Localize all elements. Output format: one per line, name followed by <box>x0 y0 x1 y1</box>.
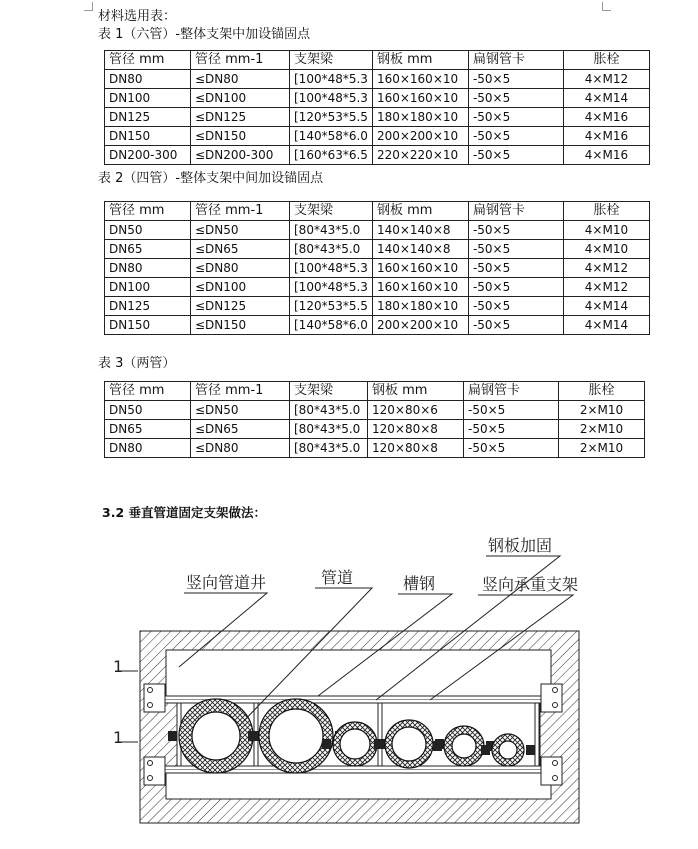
table-header-cell: 扁钢管卡 <box>468 202 563 221</box>
table-cell: -50×5 <box>468 316 563 335</box>
table-cell: 140×140×8 <box>372 221 468 240</box>
table-cell: 4×M12 <box>563 70 649 89</box>
table-cell: ≤DN150 <box>191 127 290 146</box>
pipe <box>248 699 344 773</box>
table-cell: [80*43*5.0 <box>290 240 373 259</box>
pipe <box>481 734 535 766</box>
table-header-cell: 胀栓 <box>559 382 645 401</box>
table-cell: ≤DN80 <box>191 259 290 278</box>
table-cell: 4×M10 <box>563 240 649 259</box>
table-header-cell: 支架梁 <box>290 382 368 401</box>
table-cell: ≤DN50 <box>191 221 290 240</box>
table-cell: 200×200×10 <box>372 127 468 146</box>
table-cell: -50×5 <box>468 108 563 127</box>
intro-text: 材料选用表： <box>98 9 177 24</box>
table-cell: [120*53*5.5 <box>290 297 373 316</box>
table-cell: ≤DN65 <box>191 420 290 439</box>
table-cell: DN150 <box>105 316 191 335</box>
table-cell: [100*48*5.3 <box>290 70 373 89</box>
table-cell: DN80 <box>105 259 191 278</box>
table-header-cell: 钢板 mm <box>372 51 468 70</box>
label-channel-steel: 槽钢 <box>403 574 436 593</box>
table-cell: 4×M12 <box>563 278 649 297</box>
table-cell: 160×160×10 <box>372 259 468 278</box>
table-cell: 4×M14 <box>563 297 649 316</box>
table-cell: 120×80×8 <box>368 439 464 458</box>
table-cell: DN200-300 <box>105 146 191 165</box>
table-cell: DN150 <box>105 127 191 146</box>
table-header-cell: 管径 mm <box>105 51 191 70</box>
table-cell: ≤DN65 <box>191 240 290 259</box>
table-cell: ≤DN200-300 <box>191 146 290 165</box>
table-cell: -50×5 <box>468 146 563 165</box>
table3-caption: 表 3（两管） <box>98 356 176 371</box>
table-cell: [100*48*5.3 <box>290 89 373 108</box>
table-cell: -50×5 <box>464 420 559 439</box>
table-cell: DN80 <box>105 70 191 89</box>
table-header-cell: 胀栓 <box>563 51 649 70</box>
table-cell: [80*43*5.0 <box>290 221 373 240</box>
table-cell: DN50 <box>105 401 191 420</box>
table-cell: [100*48*5.3 <box>290 259 373 278</box>
table-cell: DN100 <box>105 89 191 108</box>
table-cell: 160×160×10 <box>372 89 468 108</box>
table1-caption: 表 1（六管）-整体支架中加设锚固点 <box>98 27 311 42</box>
table-cell: DN65 <box>105 420 191 439</box>
table-cell: DN65 <box>105 240 191 259</box>
table-cell: [80*43*5.0 <box>290 439 368 458</box>
table-cell: DN80 <box>105 439 191 458</box>
table-cell: 180×180×10 <box>372 108 468 127</box>
table-cell: ≤DN80 <box>191 439 290 458</box>
table-cell: 2×M10 <box>559 401 645 420</box>
table-cell: 4×M10 <box>563 221 649 240</box>
table-cell: 2×M10 <box>559 439 645 458</box>
table-cell: 160×160×10 <box>372 278 468 297</box>
table-cell: DN100 <box>105 278 191 297</box>
table-header-cell: 支架梁 <box>290 51 373 70</box>
table-cell: 4×M14 <box>563 316 649 335</box>
table2-caption: 表 2（四管）-整体支架中间加设锚固点 <box>98 171 324 186</box>
table-cell: 160×160×10 <box>372 70 468 89</box>
table-cell: DN50 <box>105 221 191 240</box>
table-cell: 2×M10 <box>559 420 645 439</box>
table-cell: [80*43*5.0 <box>290 420 368 439</box>
table-cell: -50×5 <box>468 297 563 316</box>
table-cell: -50×5 <box>464 401 559 420</box>
table-cell: ≤DN100 <box>191 89 290 108</box>
table-cell: [140*58*6.0 <box>290 316 373 335</box>
table-cell: -50×5 <box>468 89 563 108</box>
table-cell: -50×5 <box>468 70 563 89</box>
table-header-cell: 扁钢管卡 <box>468 51 563 70</box>
table-cell: [120*53*5.5 <box>290 108 373 127</box>
table-cell: ≤DN125 <box>191 108 290 127</box>
table-cell: ≤DN125 <box>191 297 290 316</box>
table-cell: DN125 <box>105 108 191 127</box>
table-cell: ≤DN100 <box>191 278 290 297</box>
table-header-cell: 钢板 mm <box>372 202 468 221</box>
table-cell: -50×5 <box>468 259 563 278</box>
table-cell: [80*43*5.0 <box>290 401 368 420</box>
table-header-cell: 管径 mm <box>105 382 191 401</box>
table-cell: -50×5 <box>468 127 563 146</box>
table-cell: DN125 <box>105 297 191 316</box>
table-header-cell: 胀栓 <box>563 202 649 221</box>
table-cell: 180×180×10 <box>372 297 468 316</box>
table-header-cell: 支架梁 <box>290 202 373 221</box>
section-mark-label: 1 <box>113 657 124 676</box>
table-cell: ≤DN50 <box>191 401 290 420</box>
table-cell: 120×80×8 <box>368 420 464 439</box>
table-cell: 4×M16 <box>563 127 649 146</box>
table-header-cell: 管径 mm-1 <box>191 51 290 70</box>
table-cell: 140×140×8 <box>372 240 468 259</box>
table-cell: -50×5 <box>468 221 563 240</box>
label-vertical-support: 竖向承重支架 <box>482 575 579 594</box>
table-cell: [160*63*6.5 <box>290 146 373 165</box>
table-cell: 220×220×10 <box>372 146 468 165</box>
table-cell: 4×M16 <box>563 146 649 165</box>
label-steel-plate-reinforcement: 钢板加固 <box>488 536 553 555</box>
table-cell: 4×M16 <box>563 108 649 127</box>
table-cell: ≤DN80 <box>191 70 290 89</box>
table-cell: -50×5 <box>468 278 563 297</box>
label-pipe-shaft: 竖向管道井 <box>186 573 267 592</box>
pipes <box>168 699 535 773</box>
table-cell: [100*48*5.3 <box>290 278 373 297</box>
table-header-cell: 扁钢管卡 <box>464 382 559 401</box>
table-header-cell: 管径 mm-1 <box>191 202 290 221</box>
section-heading: 3.2 垂直管道固定支架做法： <box>102 505 266 520</box>
label-pipe: 管道 <box>321 568 354 587</box>
section-mark-label: 1 <box>113 728 124 747</box>
table-cell: 4×M12 <box>563 259 649 278</box>
table-cell: -50×5 <box>464 439 559 458</box>
table-cell: 4×M14 <box>563 89 649 108</box>
table-cell: 120×80×6 <box>368 401 464 420</box>
table-cell: [140*58*6.0 <box>290 127 373 146</box>
table-cell: 200×200×10 <box>372 316 468 335</box>
table-cell: ≤DN150 <box>191 316 290 335</box>
table-cell: -50×5 <box>468 240 563 259</box>
table-header-cell: 管径 mm <box>105 202 191 221</box>
table-header-cell: 管径 mm-1 <box>191 382 290 401</box>
table-header-cell: 钢板 mm <box>368 382 464 401</box>
